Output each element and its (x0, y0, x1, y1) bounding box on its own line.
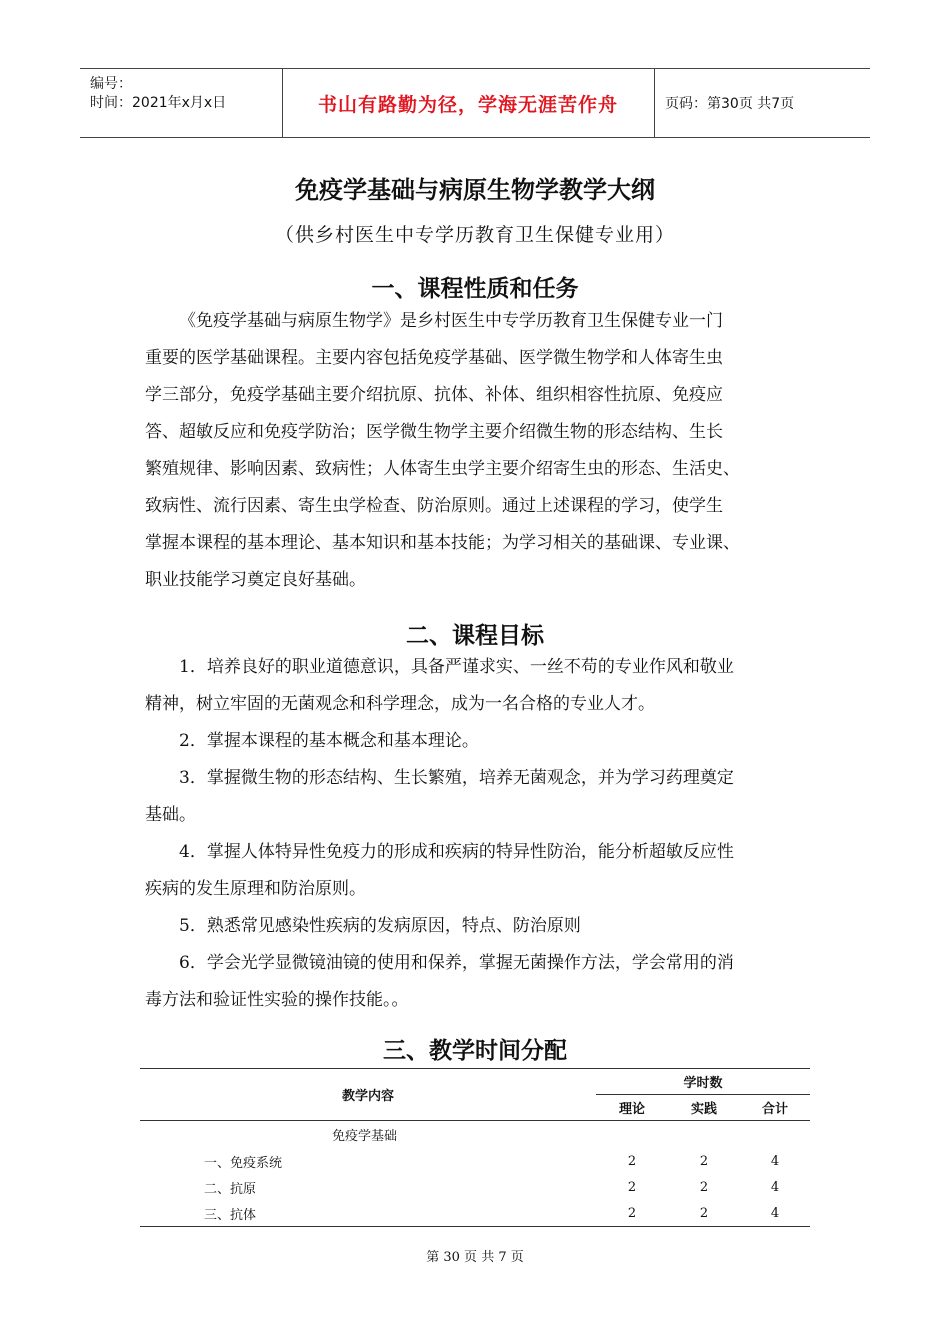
table-row (140, 1149, 810, 1175)
goal-item: 3．掌握微生物的形态结构、生长繁殖，培养无菌观念，并为学习药理奠定 (179, 768, 734, 788)
paragraph-line: 学三部分，免疫学基础主要介绍抗原、抗体、补体、组织相容性抗原、免疫应 (145, 385, 723, 405)
paragraph-line: 职业技能学习奠定良好基础。 (145, 570, 366, 590)
row-name: 二、抗原 (204, 1182, 257, 1197)
motto: 书山有路勤为径，学海无涯苦作舟 (317, 93, 618, 116)
col-header-content: 教学内容 (341, 1089, 394, 1104)
goal-item-cont: 毒方法和验证性实验的操作技能。。 (145, 990, 409, 1010)
goal-item: 4．掌握人体特异性免疫力的形成和疾病的特异性防治，能分析超敏反应性 (179, 842, 734, 862)
goal-item: 6．学会光学显微镜油镜的使用和保养，掌握无菌操作方法，学会常用的消 (179, 953, 734, 973)
document-subtitle: （供乡村医生中专学历教育卫生保健专业用） (274, 224, 675, 246)
row-total: 4 (770, 1205, 780, 1221)
col-header-practice: 实践 (690, 1102, 717, 1117)
header-meta-cell (80, 69, 283, 137)
row-practice: 2 (699, 1205, 709, 1221)
section-1-paragraph (145, 303, 815, 599)
table-group-label: 免疫学基础 (332, 1129, 398, 1145)
row-total: 4 (770, 1154, 780, 1169)
row-theory: 2 (627, 1180, 637, 1195)
header-page-cell (655, 69, 870, 137)
paragraph-line: 掌握本课程的基本理论、基本知识和基本技能；为学习相关的基础课、专业课、 (145, 533, 740, 553)
row-name: 一、免疫系统 (204, 1156, 283, 1171)
table-row (140, 1175, 810, 1201)
row-theory: 2 (627, 1154, 637, 1169)
goal-item-cont: 疾病的发生原理和防治原则。 (145, 879, 366, 899)
time-allocation-table (140, 1068, 810, 1227)
col-header-hours: 学时数 (596, 1069, 810, 1095)
col-header-theory: 理论 (618, 1102, 645, 1117)
row-theory: 2 (627, 1205, 637, 1221)
paragraph-line: 致病性、流行因素、寄生虫学检查、防治原则。通过上述课程的学习，使学生 (145, 496, 723, 516)
goal-item: 1．培养良好的职业道德意识，具备严谨求实、一丝不苟的专业作风和敬业 (179, 657, 734, 677)
section-1-heading: 一、课程性质和任务 (371, 276, 579, 302)
table-row (140, 1201, 810, 1227)
header-motto-cell (282, 69, 655, 137)
paragraph-line: 重要的医学基础课程。主要内容包括免疫学基础、医学微生物学和人体寄生虫 (145, 348, 723, 368)
row-practice: 2 (699, 1154, 709, 1169)
col-header-total: 合计 (761, 1102, 788, 1117)
row-name: 三、抗体 (204, 1207, 257, 1223)
goal-item: 2．掌握本课程的基本概念和基本理论。 (179, 731, 479, 751)
paragraph-line: 繁殖规律、影响因素、致病性；人体寄生虫学主要介绍寄生虫的形态、生活史、 (145, 459, 740, 479)
number-label: 编号： (90, 76, 132, 92)
goal-item: 5．熟悉常见感染性疾病的发病原因，特点、防治原则 (179, 916, 581, 936)
section-2-list (145, 649, 815, 1019)
section-2-heading: 二、课程目标 (406, 623, 544, 649)
document-title: 免疫学基础与病原生物学教学大纲 (295, 176, 655, 204)
document-header (80, 68, 870, 138)
section-3-heading: 三、教学时间分配 (383, 1038, 567, 1064)
row-practice: 2 (699, 1180, 709, 1195)
time-label: 时间：2021年x月x日 (90, 95, 227, 111)
goal-item-cont: 精神，树立牢固的无菌观念和科学理念，成为一名合格的专业人才。 (145, 694, 655, 714)
page-info: 页码：第30页 共7页 (665, 96, 795, 112)
page-footer: 第 30 页 共 7 页 (426, 1250, 524, 1265)
goal-item-cont: 基础。 (145, 805, 196, 825)
row-total: 4 (770, 1180, 780, 1195)
paragraph-line: 《免疫学基础与病原生物学》是乡村医生中专学历教育卫生保健专业一门 (179, 311, 723, 331)
paragraph-line: 答、超敏反应和免疫学防治；医学微生物学主要介绍微生物的形态结构、生长 (145, 422, 723, 442)
